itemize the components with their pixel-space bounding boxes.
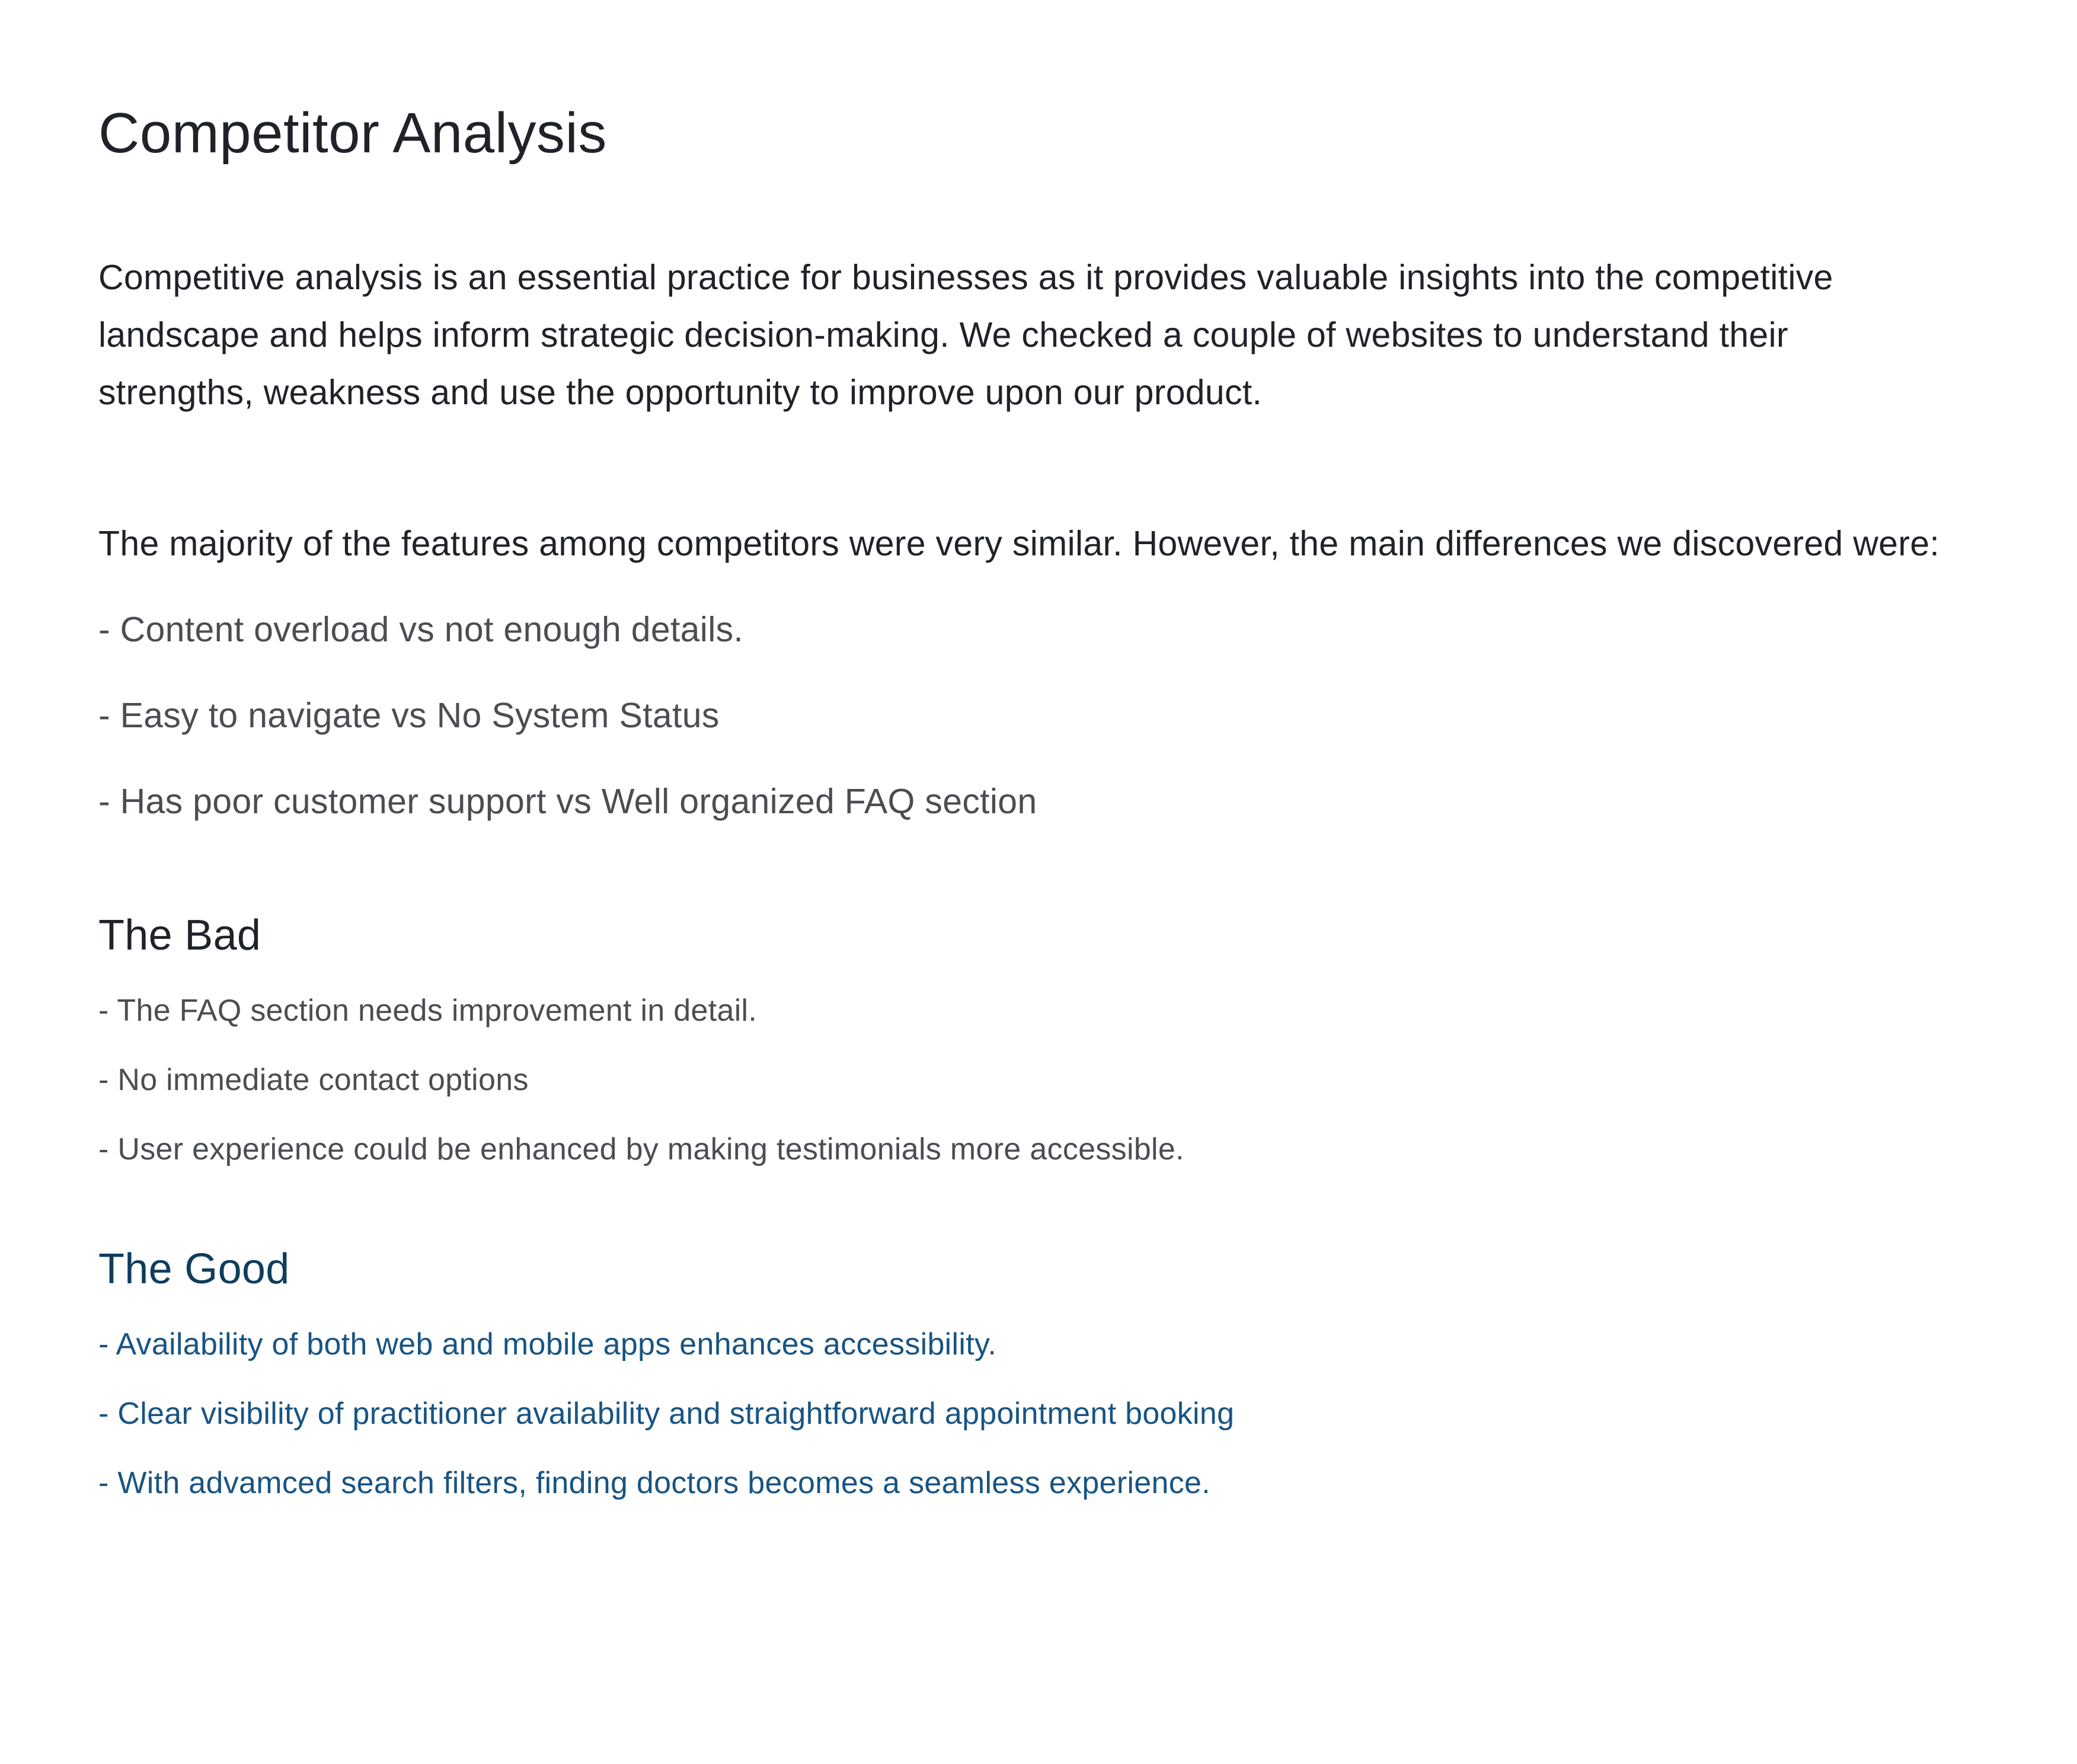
list-item: - No immediate contact options <box>98 1063 529 1097</box>
the-bad-heading: The Bad <box>98 912 261 959</box>
differences-list <box>98 601 1948 830</box>
differences-intro-paragraph: The majority of the features among competitors were very similar. However, the main differences we discovered were: <box>98 524 1940 563</box>
intro-paragraph: Competitive analysis is an essential practice for businesses as it provides valuable insights into the competitive landscape and helps inform strategic decision-making. We checked a couple of websites to understand their strengths, weakness and use the opportunity to improve upon our product. <box>98 258 1833 412</box>
list-item: - The FAQ section needs improvement in detail. <box>98 993 758 1028</box>
competitor-analysis-section <box>98 89 1948 1529</box>
list-item: - With advamced search filters, finding doctors becomes a seamless experience. <box>98 1466 1211 1500</box>
list-item: - Content overload vs not enough details. <box>98 610 744 649</box>
the-good-list <box>98 1321 1948 1507</box>
list-item: - Has poor customer support vs Well organized FAQ section <box>98 782 1037 821</box>
the-bad-list <box>98 987 1948 1173</box>
list-item: - Availability of both web and mobile apps enhances accessibility. <box>98 1327 997 1362</box>
list-item: - User experience could be enhanced by making testimonials more accessible. <box>98 1132 1184 1167</box>
the-good-heading: The Good <box>98 1245 290 1293</box>
list-item: - Easy to navigate vs No System Status <box>98 696 720 735</box>
list-item: - Clear visibility of practitioner availability and straightforward appointment booking <box>98 1396 1235 1431</box>
page-title: Competitor Analysis <box>98 101 607 165</box>
